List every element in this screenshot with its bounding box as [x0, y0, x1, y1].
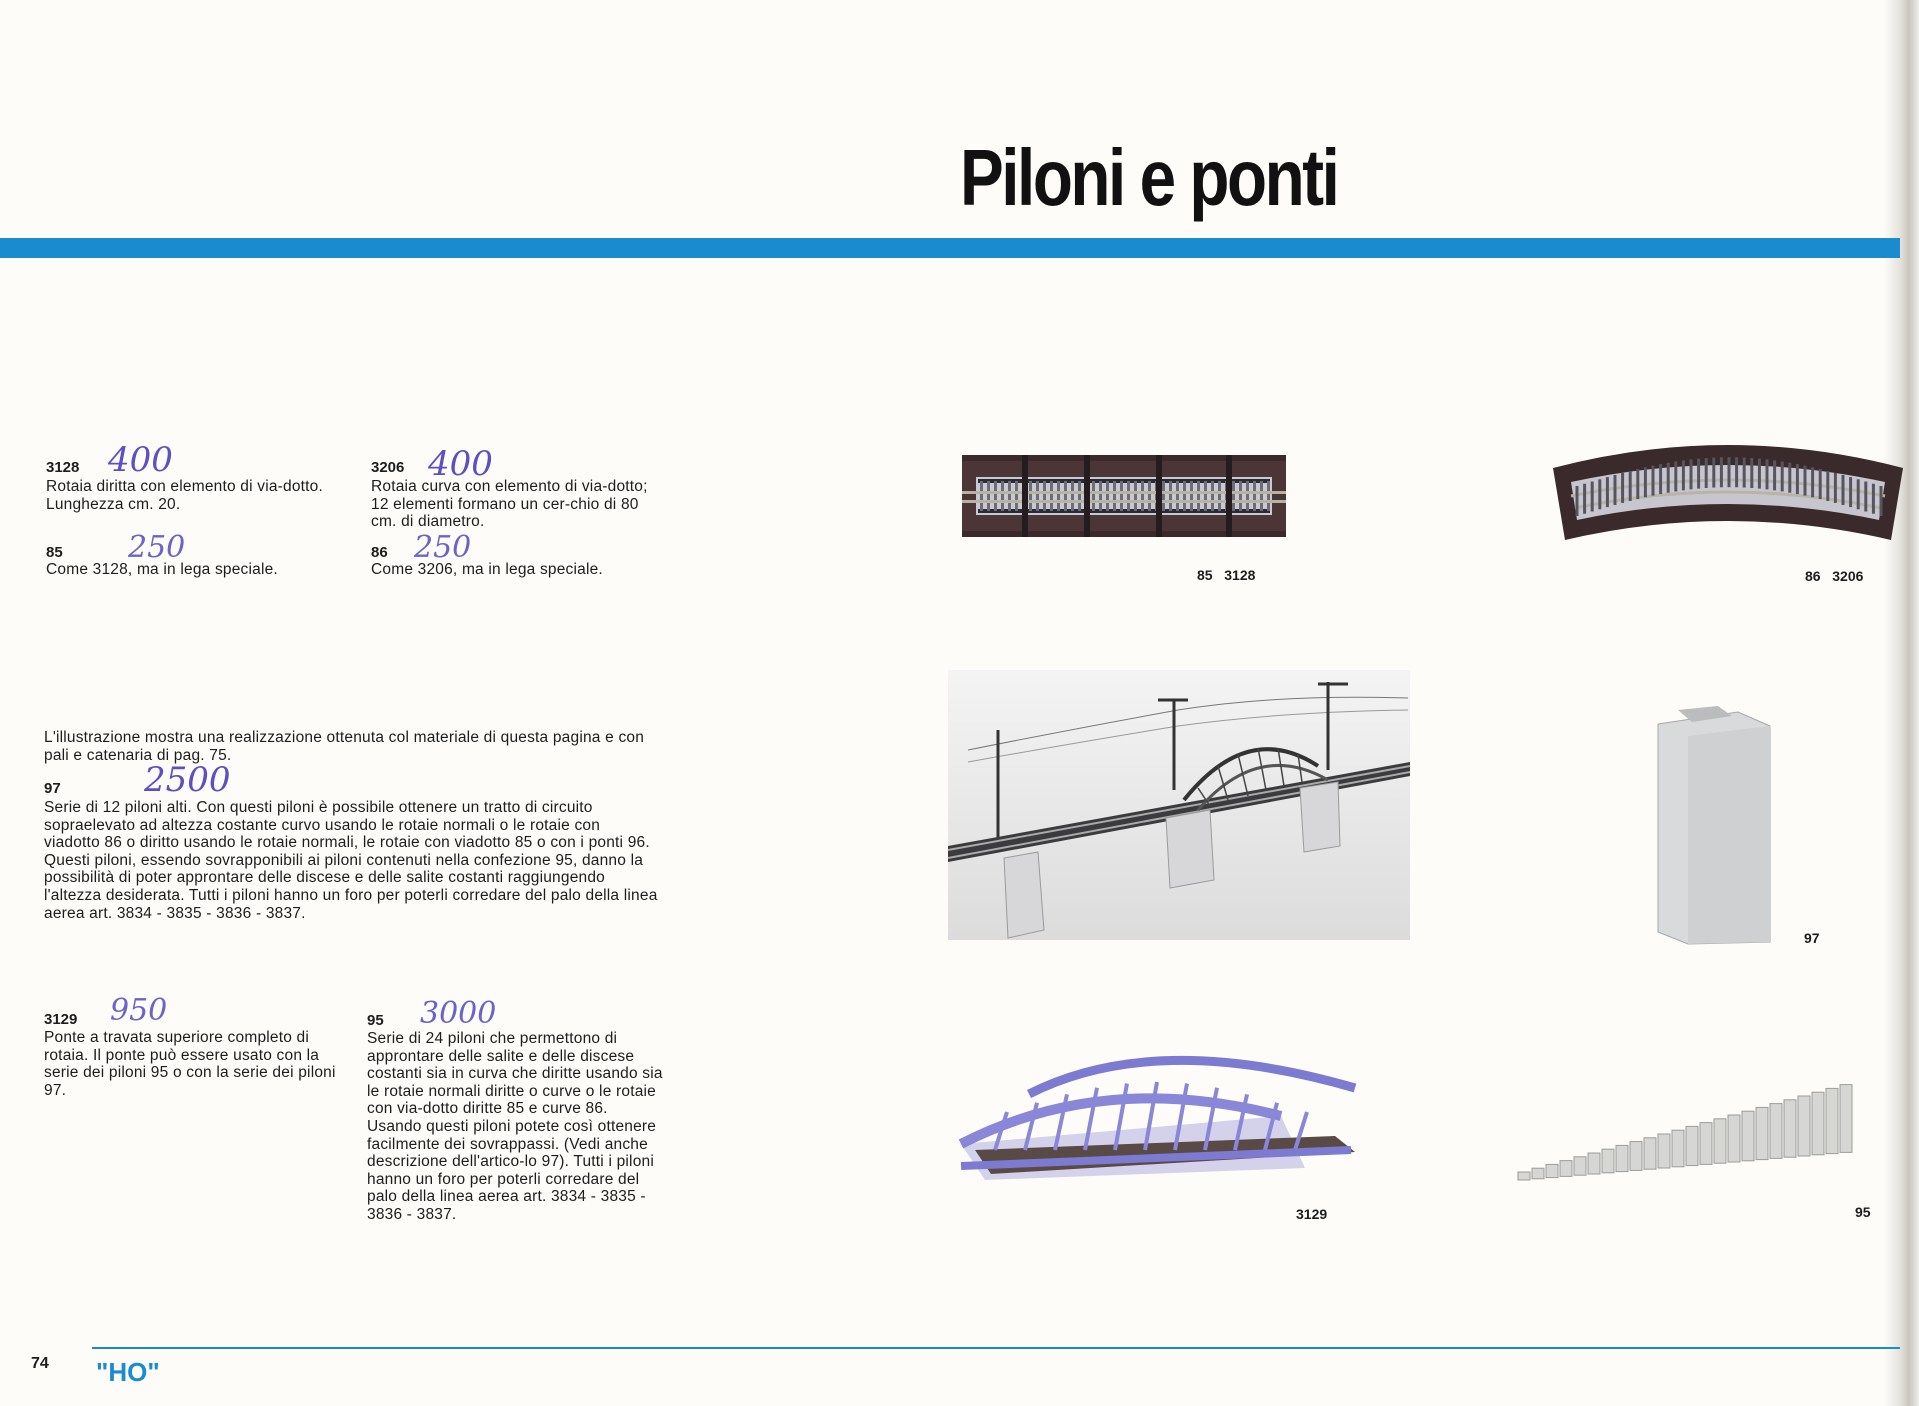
header-blue-band [0, 238, 1900, 258]
handwritten-price-85: 250 [128, 530, 186, 565]
handwritten-price-86: 250 [414, 530, 472, 565]
handwritten-price-3206: 400 [428, 444, 493, 484]
handwritten-price-97: 2500 [144, 760, 231, 800]
scale-label: "HO" [96, 1357, 160, 1387]
item-desc-3128: Rotaia diritta con elemento di via-dotto. Lunghezza cm. 20. [46, 478, 324, 513]
tall-pillar-97-picture [1648, 706, 1774, 946]
caption-pillar-series: 95 [1855, 1204, 1871, 1220]
illustration-note: L'illustrazione mostra una realizzazione ottenuta col materiale di questa pagina e con pali e catenaria di pag. 75. [44, 729, 645, 764]
photo-viaduct-scene [948, 670, 1410, 940]
item-code-86: 86 [371, 544, 388, 561]
item-code-85: 85 [46, 544, 63, 561]
item-code-3206: 3206 [371, 459, 405, 476]
handwritten-price-95: 3000 [420, 996, 497, 1031]
page-title: Piloni e ponti [960, 133, 1338, 222]
handwritten-price-3129: 950 [110, 993, 168, 1028]
item-code-97: 97 [44, 780, 61, 797]
item-desc-85: Come 3128, ma in lega speciale. [46, 561, 278, 578]
caption-straight-track: 85 3128 [1197, 567, 1256, 583]
caption-bridge: 3129 [1296, 1206, 1328, 1222]
caption-tall-pillar: 97 [1804, 930, 1820, 946]
item-desc-3129: Ponte a travata superiore completo di rotaia. Il ponte può essere usato con la serie dei piloni 95 o con la serie dei piloni 97. [44, 1029, 336, 1099]
straight-viaduct-track-picture [962, 455, 1286, 537]
curved-viaduct-track-picture [1553, 440, 1903, 550]
handwritten-price-3128: 400 [108, 440, 173, 480]
item-code-95: 95 [367, 1012, 384, 1029]
pillar-series-95-picture [1508, 1100, 1878, 1196]
item-desc-3206: Rotaia curva con elemento di via-dotto; 12 elementi formano un cer-chio di 80 cm. di diametro. [371, 478, 648, 531]
item-desc-97: Serie di 12 piloni alti. Con questi piloni è possibile ottenere un tratto di circuito sopraelevato ad altezza costante curvo usando le rotaie normali o le rotaie con viadotto 86 o diritto usando le rotaie normali, le rotaie con viadotto 85 o con i ponti 96. Questi piloni, essendo sovrapponibili ai piloni contenuti nella confezione 95, danno la possibilità di poter approntare delle discese e delle salite costanti raggiungendo l'altezza desiderata. Tutti i piloni hanno un foro per poterli corredare del palo della linea aerea art. 3834 - 3835 - 3836 - 3837. [44, 799, 658, 922]
footer-blue-rule [92, 1347, 1900, 1349]
item-desc-95: Serie di 24 piloni che permettono di approntare delle salite e delle discese costanti sia in curva che diritte usando sia le rotaie normali diritte o curve o le rotaie con via-dotto diritte 85 e curve 86. Usando questi piloni potete così ottenere facilmente dei sovrappassi. (Vedi anche descrizione dell'artico-lo 97). Tutti i piloni hanno un foro per poterli corredare del palo della linea aerea art. 3834 - 3835 - 3836 - 3837. [367, 1030, 663, 1223]
page-binding-shadow [1885, 0, 1919, 1406]
page-number: 74 [31, 1355, 49, 1372]
caption-curved-track: 86 3206 [1805, 568, 1864, 584]
item-code-3129: 3129 [44, 1011, 78, 1028]
item-desc-86: Come 3206, ma in lega speciale. [371, 561, 603, 578]
item-code-3128: 3128 [46, 459, 80, 476]
bridge-3129-picture [955, 1040, 1375, 1188]
